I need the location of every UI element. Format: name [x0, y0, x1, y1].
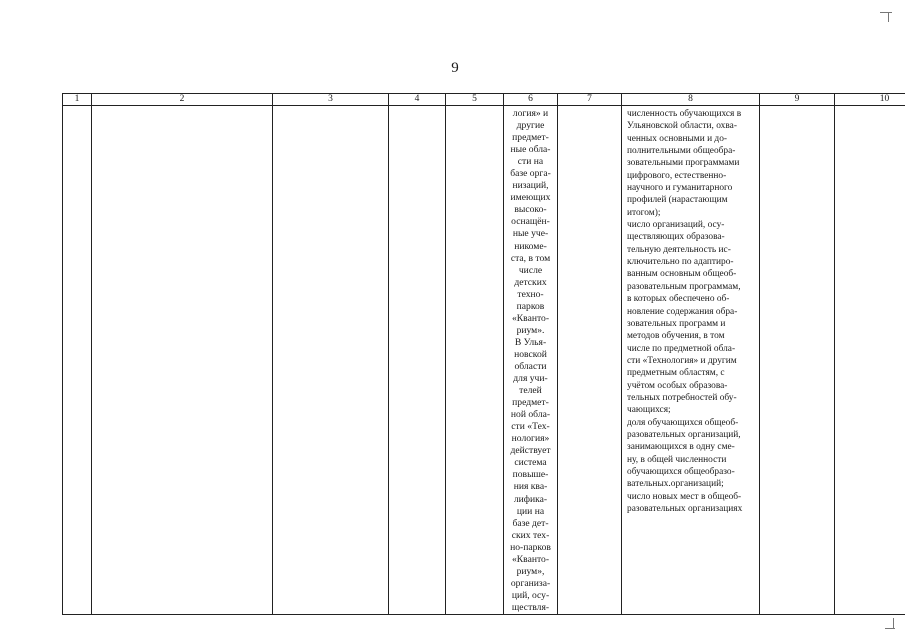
col6-text-line: В Улья- [514, 336, 547, 348]
col8-text-line: Ульяновской области, охва- [627, 121, 737, 132]
col6-text-line: телей [519, 385, 542, 397]
cell-col-4 [389, 106, 446, 615]
col8-text-line: тельных потребностей обу- [627, 392, 737, 403]
col6-text-line: ции на [516, 505, 545, 517]
cell-col-7 [558, 106, 622, 615]
col6-text-line: низаций, [512, 180, 549, 192]
column-header-10: 10 [835, 94, 905, 106]
col8-text-line: в которых обеспечено об- [627, 294, 730, 305]
col8-text-line: обучающихся общеобразо- [627, 466, 735, 477]
col6-text-line: ций, осу- [511, 589, 550, 601]
col8-text-line: тельную деятельность ис- [627, 244, 731, 255]
col8-text-line: профилей (нарастающим [627, 195, 728, 206]
col8-text-line: занимающихся в одну сме- [627, 442, 735, 453]
col6-text-line: система [514, 457, 547, 469]
col6-text-line: оснащён- [511, 216, 550, 228]
col6-text-line: ные уче- [512, 228, 549, 240]
col6-text-line: сти «Тех- [511, 421, 550, 433]
col8-text-line: вательных.организаций; [627, 479, 724, 490]
col8-text-line: числе по предметной обла- [627, 343, 736, 354]
col6-text-line: но-парков [510, 541, 551, 553]
col8-text-line: разовательных организациях [627, 504, 743, 514]
col8-text-line: новление содержания обра- [627, 306, 738, 317]
col6-text-line: базе орга- [510, 168, 551, 180]
document-table [62, 93, 905, 615]
column-header-2: 2 [92, 94, 273, 106]
cell-col-10 [835, 106, 905, 615]
cell-col-3 [273, 106, 389, 615]
col6-text-line: предмет- [512, 132, 549, 144]
col6-text-line: предмет- [512, 397, 549, 409]
col8-text-line: численность обучающихся в [627, 109, 742, 119]
col6-text-line: детских [514, 276, 547, 288]
col6-text-line: организа- [510, 577, 551, 589]
page-number: 9 [451, 60, 459, 76]
column-header-4: 4 [389, 94, 446, 106]
col6-text-line: «Кванто- [511, 312, 550, 324]
cell-col-2 [92, 106, 273, 615]
col8-text-line: методов обучения, в том [627, 331, 725, 342]
cell-col-1 [63, 106, 92, 615]
col8-text-line: учётом особых образова- [627, 380, 728, 391]
col6-text-line: риум», [516, 565, 545, 577]
col8-text-line: сти «Технология» и другим [627, 355, 737, 366]
col8-text-line: зовательными программами [627, 158, 740, 169]
col6-text-line: числе [518, 264, 543, 276]
col6-text-line: логия» и [512, 108, 549, 119]
table-row [63, 106, 905, 615]
col8-text-line: число новых мест в общеоб- [627, 491, 742, 502]
column-header-3: 3 [273, 94, 389, 106]
col8-text-line: число организаций, осу- [627, 220, 725, 231]
col6-text-line: ста, в том [510, 252, 551, 264]
col6-text-line: ществля- [511, 601, 550, 613]
col8-text-line: итогом); [627, 207, 661, 218]
col6-text-line: действует [510, 445, 551, 457]
column-header-5: 5 [446, 94, 504, 106]
col6-text-line: никоме- [514, 240, 547, 252]
col6-text-line: другие [516, 120, 545, 132]
col8-text-line: разовательным программам, [627, 281, 741, 292]
scan-mark [893, 618, 894, 629]
col6-text-line: ной обла- [510, 409, 551, 421]
col6-text-line: ные обла- [510, 144, 551, 156]
col8-text-line: цифрового, естественно- [627, 170, 727, 181]
col8-text-line: зовательных программ и [627, 318, 726, 329]
col6-text-line: высоко- [514, 204, 547, 216]
cell-col-6-text [504, 106, 558, 615]
col8-text-line: чающихся; [627, 405, 671, 416]
col8-text-line: ванным основным общеоб- [627, 269, 737, 280]
col6-text-line: ских тех- [511, 529, 550, 541]
col6-text-line: парков [516, 300, 545, 312]
table-header-row [63, 94, 905, 106]
cell-col-8-text [622, 106, 760, 615]
col8-text-line: доля обучающихся общеоб- [627, 417, 739, 428]
col6-text-line: лифика- [513, 493, 548, 505]
col8-text-line: предметным областям, с [627, 368, 725, 379]
col8-text-line: ществляющих образова- [627, 232, 725, 243]
col6-text-line: повыше- [512, 469, 549, 481]
col6-text-line: «Кванто- [511, 553, 550, 565]
col8-text-line: разовательных организаций, [627, 429, 741, 440]
column-header-8: 8 [622, 94, 760, 106]
col6-text-line: новской [514, 348, 547, 360]
col6-text-line: риум». [516, 324, 545, 336]
col8-text-line: ну, в общей численности [627, 454, 727, 465]
col6-text-line: имеющих [510, 192, 551, 204]
scan-mark [888, 12, 889, 22]
col6-text-line: области [514, 360, 547, 372]
col8-text-line: ключительно по адаптиро- [627, 257, 734, 268]
col6-text-line: нология» [511, 433, 550, 445]
column-header-7: 7 [558, 94, 622, 106]
col6-text-line: ния ква- [513, 481, 548, 493]
scan-mark [880, 12, 892, 13]
cell-col-9 [760, 106, 835, 615]
cell-col-5 [446, 106, 504, 615]
col8-text-line: полнительными общеобра- [627, 146, 736, 157]
col6-text-line: сти на [517, 156, 544, 168]
col6-text-line: техно- [517, 288, 544, 300]
col8-text-line: научного и гуманитарного [627, 183, 733, 194]
column-header-1: 1 [63, 94, 92, 106]
col8-text-line: ченных основными и до- [627, 133, 728, 144]
col6-text-line: базе дет- [512, 517, 549, 529]
column-header-9: 9 [760, 94, 835, 106]
column-header-6: 6 [504, 94, 558, 106]
col6-text-line: для учи- [513, 373, 548, 385]
